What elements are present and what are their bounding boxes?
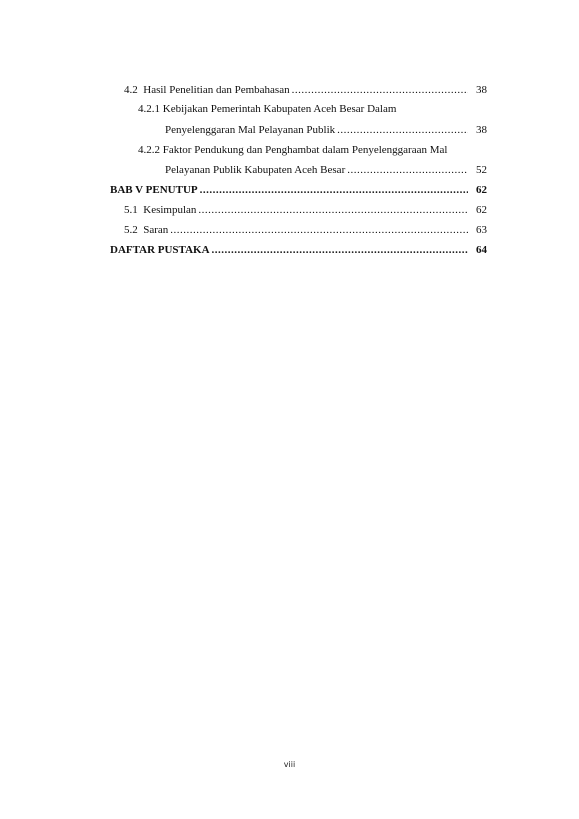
page-number: 52	[476, 164, 487, 176]
dot-leader	[170, 223, 468, 237]
section-title: Kebijakan Pemerintah Kabupaten Aceh Besar Dalam	[162, 103, 397, 115]
toc-entry-4-2[interactable]	[124, 83, 487, 97]
chapter-title: DAFTAR PUSTAKA	[110, 244, 210, 256]
chapter-title: BAB V PENUTUP	[110, 184, 198, 196]
section-title-continued: Pelayanan Publik Kabupaten Aceh Besar	[165, 164, 346, 176]
toc-entry-label	[124, 83, 290, 97]
section-title: Saran	[143, 224, 169, 236]
toc-entry-4-2-1[interactable]	[165, 123, 487, 137]
toc-entry-5-2[interactable]	[124, 223, 487, 237]
dot-leader	[198, 203, 468, 217]
dot-leader	[337, 123, 468, 137]
section-title: Kesimpulan	[143, 204, 197, 216]
page-footer-number: viii	[283, 760, 296, 769]
toc-entry-daftar-pustaka[interactable]	[110, 243, 487, 257]
toc-entry-4-2-1-first-line[interactable]	[138, 102, 396, 116]
section-number: 4.2	[124, 84, 138, 96]
section-title: Hasil Penelitian dan Pembahasan	[143, 84, 290, 96]
dot-leader	[200, 183, 468, 197]
toc-entry-label	[124, 203, 196, 217]
toc-entry-4-2-2-first-line[interactable]	[138, 143, 447, 157]
page-number: 64	[476, 244, 487, 256]
toc-entry-label	[124, 223, 168, 237]
section-number: 5.1	[124, 204, 138, 216]
dot-leader	[212, 243, 468, 257]
toc-entry-bab-5[interactable]	[110, 183, 487, 197]
toc-entry-4-2-2[interactable]	[165, 163, 487, 177]
section-number: 5.2	[124, 224, 138, 236]
section-number: 4.2.2	[138, 144, 160, 156]
section-title-continued: Penyelenggaran Mal Pelayanan Publik	[165, 124, 336, 136]
page-number: 38	[476, 84, 487, 96]
section-title: Faktor Pendukung dan Penghambat dalam Penyelenggaraan Mal	[162, 144, 448, 156]
toc-entry-5-1[interactable]	[124, 203, 487, 217]
dot-leader	[292, 83, 468, 97]
section-number: 4.2.1	[138, 103, 160, 115]
page-number: 63	[476, 224, 487, 236]
page-number: 62	[476, 184, 487, 196]
dot-leader	[347, 163, 468, 177]
page-number: 62	[476, 204, 487, 216]
page-number: 38	[476, 124, 487, 136]
